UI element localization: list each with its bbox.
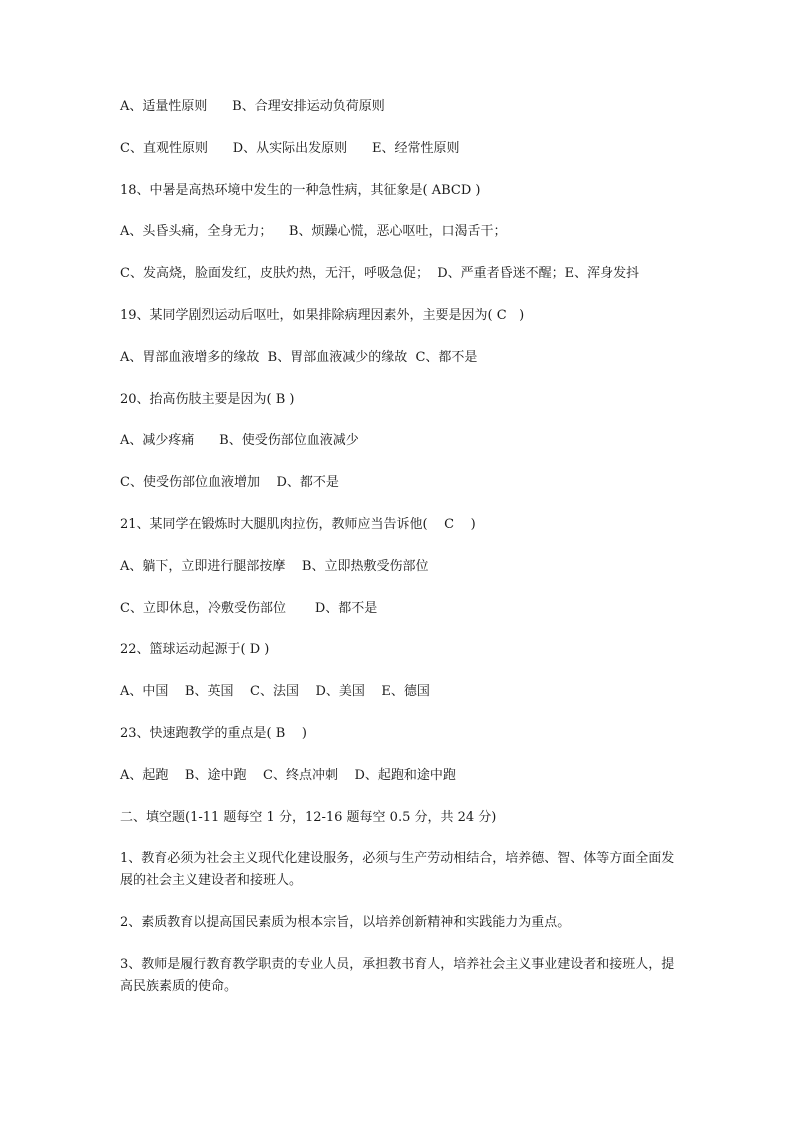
question-20: 20、抬高伤肢主要是因为( B ) xyxy=(120,391,295,407)
fill-in-item-2: 2、素质教育以提高国民素质为根本宗旨，以培养创新精神和实践能力为重点。 xyxy=(120,915,571,931)
question-21: 21、某同学在锻炼时大腿肌肉拉伤，教师应当告诉他( C ) xyxy=(120,516,476,532)
question-22: 22、篮球运动起源于( D ) xyxy=(120,642,270,658)
fill-in-item-1: 1、教育必须为社会主义现代化建设服务，必须与生产劳动相结合，培养德、智、体等方面全面发展的社会主义建设者和接班人。 xyxy=(120,851,675,889)
option-line: A、躺下，立即进行腿部按摩 B、立即热敷受伤部位 xyxy=(120,558,429,574)
section-heading: 二、填空题(1-11 题每空 1 分，12-16 题每空 0.5 分，共 24 分) xyxy=(120,809,497,825)
option-line: C、立即休息，冷敷受伤部位 D、都不是 xyxy=(120,600,378,616)
question-19: 19、某同学剧烈运动后呕吐，如果排除病理因素外，主要是因为( C ) xyxy=(120,307,525,323)
option-line: A、中国 B、英国 C、法国 D、美国 E、德国 xyxy=(120,684,430,700)
option-line: A、胃部血液增多的缘故 B、胃部血液减少的缘故 C、都不是 xyxy=(120,349,478,365)
question-23: 23、快速跑教学的重点是( B ) xyxy=(120,725,307,741)
fill-in-item-3: 3、教师是履行教育教学职责的专业人员，承担教书育人，培养社会主义事业建设者和接班人，提高民族素质的使命。 xyxy=(120,956,675,994)
option-line: C、发高烧，脸面发红，皮肤灼热，无汗，呼吸急促； D、严重者昏迷不醒；E、浑身发抖 xyxy=(120,266,640,282)
document-body xyxy=(120,96,676,1018)
option-line: A、头昏头痛，全身无力； B、烦躁心慌，恶心呕吐，口渴舌干； xyxy=(120,224,507,240)
option-line: A、减少疼痛 B、使受伤部位血液减少 xyxy=(120,433,359,449)
option-line: A、适量性原则 B、合理安排运动负荷原则 xyxy=(120,99,385,114)
question-18: 18、中暑是高热环境中发生的一种急性病，其征象是( ABCD ) xyxy=(120,182,481,198)
option-line: C、使受伤部位血液增加 D、都不是 xyxy=(120,475,339,491)
option-line: C、直观性原则 D、从实际出发原则 E、经常性原则 xyxy=(120,140,460,156)
option-line: A、起跑 B、途中跑 C、终点冲刺 D、起跑和途中跑 xyxy=(120,767,456,783)
